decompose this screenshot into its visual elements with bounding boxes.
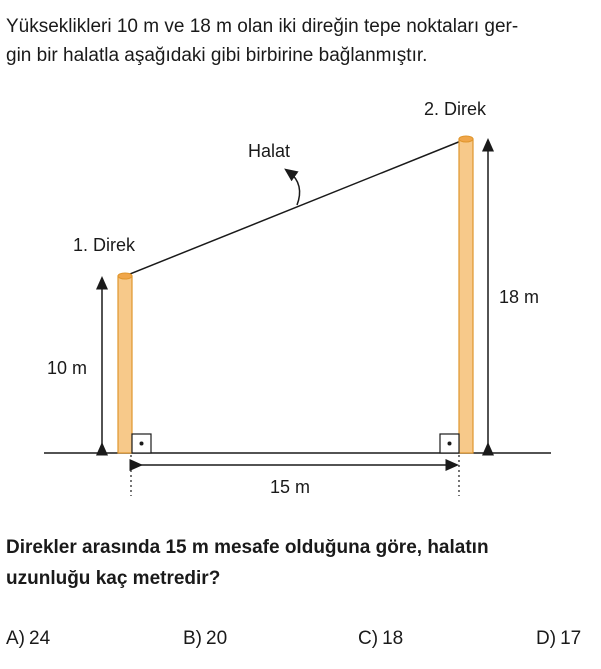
option-a-letter: A) <box>6 628 25 649</box>
problem-statement-line-1: Yükseklikleri 10 m ve 18 m olan iki direğin tepe noktaları ger- <box>6 16 519 37</box>
question-text <box>6 532 598 594</box>
rope-label: Halat <box>248 141 291 161</box>
right-angle-marker-2 <box>440 434 459 453</box>
problem-statement-line-2: gin bir halatla aşağıdaki gibi birbirine bağlanmıştır. <box>6 45 428 66</box>
pole-2-label: 2. Direk <box>424 99 487 119</box>
pole-1-label: 1. Direk <box>73 235 136 255</box>
option-d-letter: D) <box>536 628 557 649</box>
option-b[interactable] <box>183 628 231 650</box>
pole-1-height-label: 10 m <box>47 358 88 378</box>
rope-label-pointer <box>289 172 300 205</box>
pole-1 <box>118 273 132 453</box>
option-c[interactable] <box>358 628 407 650</box>
option-d-value: 17 <box>560 628 582 649</box>
distance-label: 15 m <box>270 477 311 497</box>
question-line-1: Direkler arasında 15 m mesafe olduğuna göre, halatın <box>6 537 489 558</box>
option-a-value: 24 <box>29 628 51 649</box>
right-angle-marker-1 <box>132 434 151 453</box>
option-b-value: 20 <box>206 628 228 649</box>
option-a[interactable] <box>6 628 54 650</box>
pole-2-height-label: 18 m <box>499 287 540 307</box>
option-c-letter: C) <box>358 628 379 649</box>
option-b-letter: B) <box>183 628 202 649</box>
question-line-2: uzunluğu kaç metredir? <box>6 568 221 589</box>
rope-line <box>125 139 466 276</box>
option-c-value: 18 <box>382 628 404 649</box>
pole-2 <box>459 136 473 453</box>
option-d[interactable] <box>536 628 585 650</box>
